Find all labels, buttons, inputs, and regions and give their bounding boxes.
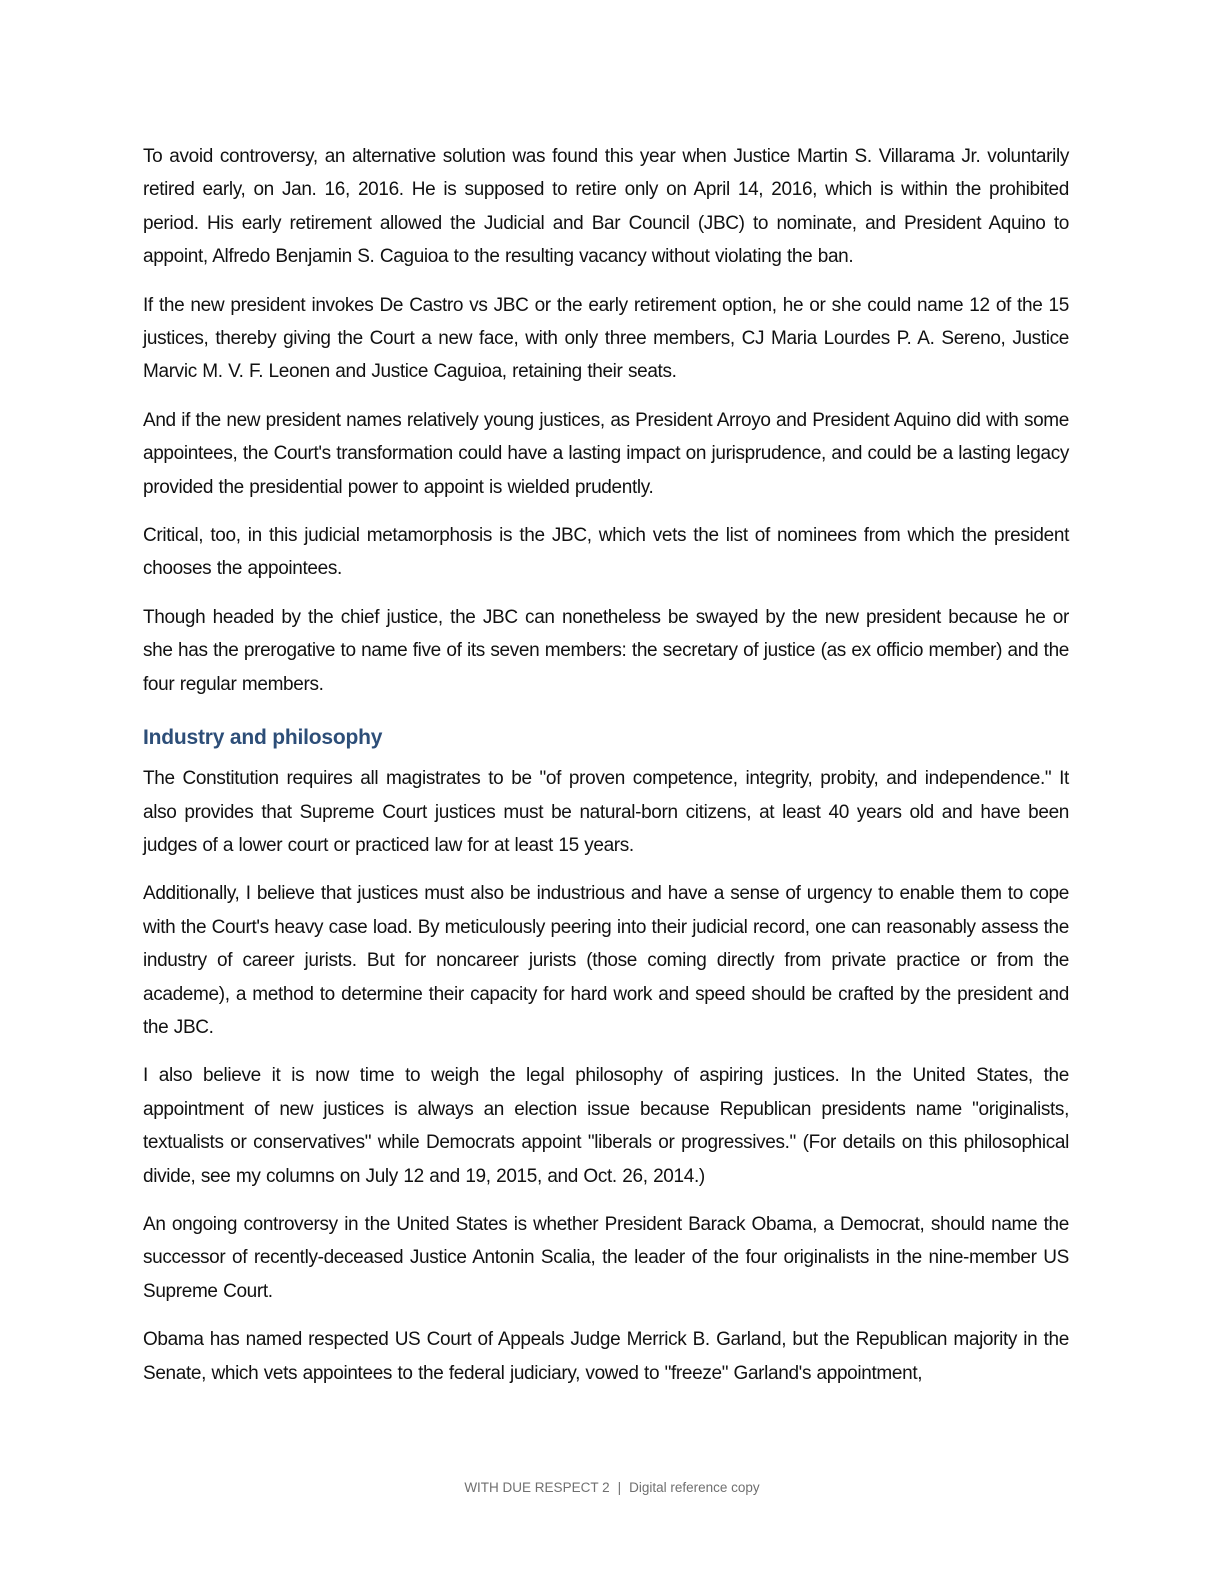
footer-title: WITH DUE RESPECT 2 bbox=[464, 1480, 610, 1495]
paragraph: Critical, too, in this judicial metamorphosis is the JBC, which vets the list of nominees from which the president chooses the appointees. bbox=[143, 525, 1069, 580]
page-footer bbox=[0, 1478, 1224, 1498]
paragraph: To avoid controversy, an alternative solution was found this year when Justice Martin S. Villarama Jr. voluntarily retired early, on Jan. 16, 2016. He is supposed to retire only on April 14, 2016, which is within the prohibited period. His early retirement allowed the Judicial and Bar Council (JBC) to nominate, and President Aquino to appoint, Alfredo Benjamin S. Caguioa to the resulting vacancy without violating the ban. bbox=[143, 146, 1069, 268]
footer-separator: | bbox=[617, 1480, 622, 1495]
paragraph: And if the new president names relatively young justices, as President Arroyo and President Aquino did with some appointees, the Court's transformation could have a lasting impact on jurisprudence, and could be a lasting legacy provided the presidential power to appoint is wielded prudently. bbox=[143, 409, 1069, 498]
paragraph: Obama has named respected US Court of Appeals Judge Merrick B. Garland, but the Republican majority in the Senate, which vets appointees to the federal judiciary, vowed to "freeze" Garland's appointment, bbox=[143, 1329, 1069, 1384]
paragraph: I also believe it is now time to weigh the legal philosophy of aspiring justices. In the United States, the appointment of new justices is always an election issue because Republican presidents name "originalists, textualists or conservatives" while Democrats appoint "liberals or progressives." (For details on this philosophical divide, see my columns on July 12 and 19, 2015, and Oct. 26, 2014.) bbox=[143, 1065, 1069, 1187]
paragraph: Though headed by the chief justice, the JBC can nonetheless be swayed by the new president because he or she has the prerogative to name five of its seven members: the secretary of justice (as ex officio member) and the four regular members. bbox=[143, 606, 1069, 695]
footer-label: Digital reference copy bbox=[629, 1480, 760, 1495]
paragraph: If the new president invokes De Castro vs JBC or the early retirement option, he or she could name 12 of the 15 justices, thereby giving the Court a new face, with only three members, CJ Maria Lourdes P. A. Sereno, Justice Marvic M. V. F. Leonen and Justice Caguioa, retaining their seats. bbox=[143, 294, 1069, 383]
paragraph: An ongoing controversy in the United States is whether President Barack Obama, a Democrat, should name the successor of recently-deceased Justice Antonin Scalia, the leader of the four originalists in the nine-member US Supreme Court. bbox=[143, 1213, 1069, 1302]
article-body bbox=[143, 140, 1069, 1405]
section-heading: Industry and philosophy bbox=[143, 726, 383, 750]
paragraph: The Constitution requires all magistrates to be "of proven competence, integrity, probity, and independence." It also provides that Supreme Court justices must be natural-born citizens, at least 40 years old and have been judges of a lower court or practiced law for at least 15 years. bbox=[143, 768, 1069, 856]
paragraph: Additionally, I believe that justices must also be industrious and have a sense of urgency to enable them to cope with the Court's heavy case load. By meticulously peering into their judicial record, one can reasonably assess the industry of career jurists. But for noncareer jurists (those coming directly from private practice or from the academe), a method to determine their capacity for hard work and speed should be crafted by the president and the JBC. bbox=[143, 883, 1069, 1038]
